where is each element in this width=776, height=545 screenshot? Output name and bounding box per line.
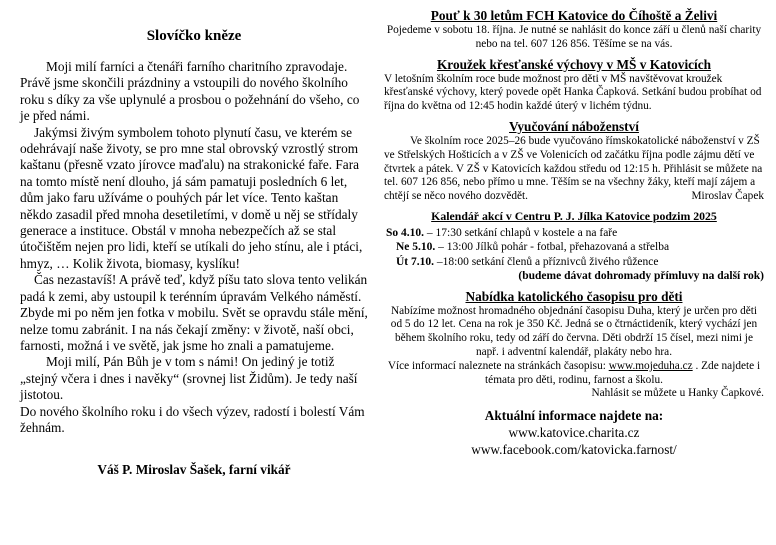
article-paragraph-2: Jakýmsi živým symbolem tohoto plynutí času, ve kterém se odehrávají naše životy, se pro mne stal obrovský vzrostlý strom kaštanu (přesně vzato jírovce maďalu) na strakonické faře. Fara na tomto místě není dlouho, já sám pamatuji posledních 6 let, dům jako faru užíváme o pouhých pár let více. Tento kaštan někdo zasadil před mnoha desetiletími, v domě u něj se střídaly generace a instituce. Obstál v mnoha nebezpečích až se stal útočištěm nejen pro lidi, kteří se utíkali do jeho stínu, ale i ptáci, hmyz, … Kolik života, biomasy, kyslíku! bbox=[20, 124, 363, 271]
calendar-text: – 17:30 setkání chlapů v kostele a na faře bbox=[424, 226, 618, 239]
calendar-text: – 13:00 Jílků pohár - fotbal, přehazovaná a střelba bbox=[435, 241, 670, 254]
article-title: Slovíčko kněze bbox=[146, 28, 242, 44]
religion-text bbox=[384, 135, 764, 204]
pilgrimage-text: Pojedeme v sobotu 18. října. Je nutné se nahlásit do konce září u členů naší charity nebo na tel. 607 126 856. Těšíme se na vás. bbox=[386, 24, 762, 50]
footer bbox=[384, 407, 764, 458]
article-paragraph-1: Moji milí farníci a čtenáři farního charitního zpravodaje. Právě jsme skončili prázdniny a vstoupili do nového školního roku s díky za vše uplynulé a prosbou o požehnání do všeho, co je před námi. bbox=[20, 59, 360, 124]
club-section bbox=[384, 57, 764, 114]
magazine-section bbox=[384, 289, 764, 402]
left-column bbox=[20, 28, 368, 492]
article-paragraph-3: Čas nezastavíš! A právě teď, když píšu tato slova tento velikán padá k zemi, aby ustoupil k terénním úpravám Velkého náměstí. Zbyde mi po něm jen fotka v mobilu. Svět se opravdu stále mění, nelze tomu zabránit. I na nás čekají změny: v životě, naší obci, farnosti, možná i ve světě, jak jsme ho znali a pamatujeme. bbox=[20, 272, 368, 353]
calendar-date: So 4.10. bbox=[386, 226, 425, 239]
footer-facebook-link[interactable]: www.facebook.com/katovicka.farnost/ bbox=[471, 442, 677, 458]
religion-signature: Miroslav Čapek bbox=[691, 190, 764, 203]
religion-heading: Vyučování náboženství bbox=[509, 118, 639, 134]
club-heading: Kroužek křesťanské výchovy v MŠ v Katovicích bbox=[436, 56, 712, 72]
pilgrimage-section bbox=[384, 8, 764, 52]
calendar-heading: Kalendář akcí v Centru P. J. Jílka Katovice podzim 2025 bbox=[431, 208, 717, 223]
religion-body: Ve školním roce 2025–26 bude vyučováno římskokatolické náboženství v ZŠ ve Střelských Hošticích a v ZŠ ve Volenicích od začátku října podle zájmu dětí ve čtvrtek a pátek. V ZŠ v Katovicích každou středu od 12:15 h. Přihlásit se můžete na tel. 607 126 856, nebo přímo u mne. Těším se na všechny žáky, kteří mají zájem a chtějí se něco nového dozvědět. bbox=[384, 134, 763, 203]
footer-heading: Aktuální informace najdete na: bbox=[484, 408, 664, 424]
magazine-contact: Nahlásit se můžete u Hanky Čapkové. bbox=[591, 387, 764, 400]
religion-section bbox=[384, 119, 764, 204]
footer-web-link[interactable]: www.katovice.charita.cz bbox=[508, 425, 640, 441]
article-signature: Váš P. Miroslav Šašek, farní vikář bbox=[97, 462, 291, 478]
calendar-text: –18:00 setkání členů a příznivců živého růžence bbox=[434, 255, 659, 268]
magazine-text: Nabízíme možnost hromadného objednání časopisu Duha, který je určen pro děti od 5 do 12 let. Cena na rok je 350 Kč. Jedná se o čtrnáctideník, který vychází jen během školního roku, tedy od září do června. Děti obdrží 15 čísel, mezi nimi je např. i adventní kalendář, plakáty nebo hra. bbox=[390, 304, 758, 358]
calendar-date: Ne 5.10. bbox=[396, 241, 436, 254]
calendar-note: (budeme dávat dohromady přímluvy na další rok) bbox=[518, 270, 764, 283]
club-text: V letošním školním roce bude možnost pro děti v MŠ navštěvovat kroužek křesťanské výchovy, který povede opět Hanka Čapková. Setkání budou probíhat od října do května od 12:45 hodin každé úterý v lichém týdnu. bbox=[384, 72, 762, 113]
article-paragraph-4: Moji milí, Pán Bůh je v tom s námi! On jediný je totiž „stejný včera i dnes i navěky“ (srovnej list Židům). Je tedy naší jistotou. bbox=[20, 354, 358, 403]
magazine-more-prefix: Více informací naleznete na stránkách časopisu: bbox=[387, 359, 609, 372]
calendar-section bbox=[384, 209, 764, 284]
magazine-more bbox=[384, 360, 764, 388]
calendar-item bbox=[384, 226, 764, 240]
article-paragraph-5: Do nového školního roku i do všech výzev, radostí i bolestí Vám žehnám. bbox=[20, 403, 365, 435]
pilgrimage-heading: Pouť k 30 letům FCH Katovice do Číhoště a Želivi bbox=[430, 8, 718, 23]
magazine-link[interactable]: www.mojeduha.cz bbox=[608, 359, 693, 372]
calendar-date: Út 7.10. bbox=[396, 255, 435, 268]
right-column bbox=[384, 8, 764, 458]
magazine-heading: Nabídka katolického časopisu pro děti bbox=[465, 288, 683, 304]
magazine-more-suffix: . Zde najdete i témata pro děti, rodinu, farnost a školu. bbox=[485, 359, 761, 386]
calendar-item bbox=[384, 240, 764, 254]
calendar-item bbox=[384, 255, 764, 269]
